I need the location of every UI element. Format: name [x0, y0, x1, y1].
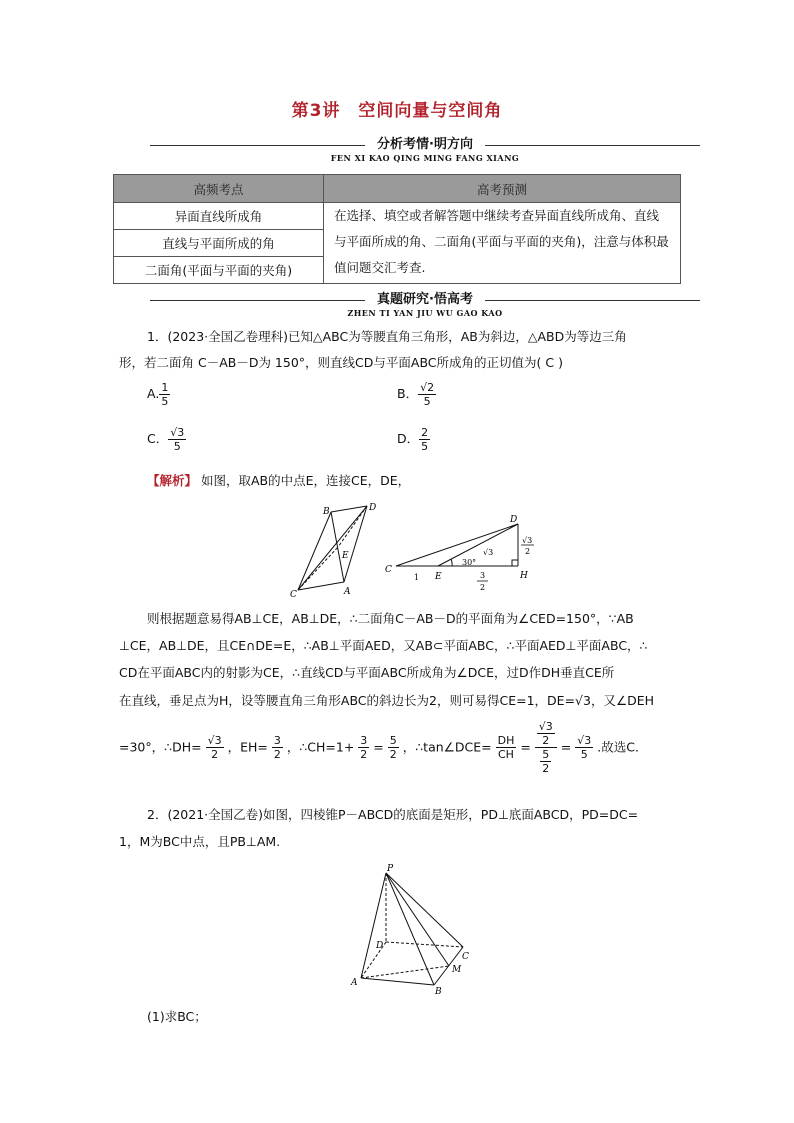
fraction: $\frac{√2}{5}$	[420, 381, 435, 408]
banner-label: 真题研究·悟高考	[365, 288, 485, 307]
text-run: =	[373, 739, 384, 755]
edge	[438, 524, 518, 566]
exam-frequency-table	[113, 174, 681, 284]
fraction: $\frac{DH}{CH}$	[497, 734, 515, 761]
point-label: C	[385, 565, 392, 575]
fraction: $\frac{3}{2}$	[273, 734, 281, 761]
right-angle-mark	[512, 560, 518, 566]
section-banner-analysis	[150, 133, 700, 163]
table-cell-point: 直线与平面所成的角	[114, 230, 324, 257]
point-label: C	[290, 590, 297, 598]
length-label: √3	[483, 548, 494, 557]
edge	[396, 524, 518, 566]
compound-fraction: $\frac{\frac{√3}{2}}{\frac{5}{2}}$	[535, 720, 557, 775]
analysis-line: 则根据题意易得AB⊥CE，AB⊥DE，∴二面角C－AB－D的平面角为∠CED=150°，∵AB	[147, 611, 634, 626]
point-label: D	[369, 503, 377, 513]
option-d	[397, 426, 430, 453]
table-header-prediction: 高考预测	[324, 175, 681, 203]
edge	[386, 873, 463, 947]
length-label-den: 2	[525, 547, 531, 556]
analysis-text: 如图，取AB的中点E，连接CE，DE，	[201, 473, 411, 488]
point-label: H	[520, 571, 528, 581]
figure-tetrahedron	[290, 498, 390, 598]
page-title: 第3讲 空间向量与空间角	[291, 101, 503, 121]
question-1-text	[147, 324, 687, 350]
length-label-num: 3	[480, 571, 486, 580]
question-line: 形，若二面角 C－AB－D为 150°，则直线CD与平面ABC所成角的正切值为( C )	[119, 355, 563, 370]
figure-right-triangle	[380, 510, 550, 600]
analysis-intro	[147, 468, 410, 494]
question-2-text-cont: 1，M为BC中点，且PB⊥AM.	[119, 834, 281, 849]
analysis-line: CD在平面ABC内的射影为CE，∴直线CD与平面ABC所成角为∠DCE，过D作DH垂直CE所	[119, 665, 615, 680]
analysis-line: ⊥CE，AB⊥DE，且CE∩DE=E，∴AB⊥平面AED，又AB⊂平面ABC，∴平面AED⊥平面ABC，∴	[119, 638, 648, 653]
edge	[298, 582, 344, 590]
table-header-points: 高频考点	[114, 175, 324, 203]
point-label: E	[342, 551, 349, 561]
banner-pinyin: ZHEN TI YAN JIU WU GAO KAO	[347, 308, 503, 318]
edge	[344, 506, 367, 582]
length-label: 1	[414, 573, 420, 582]
edge	[361, 978, 434, 985]
fraction: $\frac{√3}{5}$	[170, 426, 185, 453]
fraction: $\frac{5}{2}$	[389, 734, 397, 761]
point-label: M	[452, 965, 462, 975]
length-label-den: 2	[480, 583, 486, 592]
figure-pyramid	[345, 860, 475, 1000]
table-cell-prediction: 在选择、填空或者解答题中继续考查异面直线所成角、直线与平面所成的角、二面角(平面与平面的夹角)，注意与体积最值问题交汇考查.	[324, 203, 681, 284]
angle-label: 30°	[462, 558, 477, 567]
edge	[386, 873, 434, 985]
dashed-edge	[298, 547, 338, 590]
text-run: =	[520, 739, 531, 755]
point-label: B	[435, 987, 442, 997]
text-run: =30°，∴DH=	[119, 739, 202, 755]
point-label: C	[462, 952, 469, 962]
point-label: D	[510, 515, 518, 525]
option-label: B．	[397, 386, 419, 401]
analysis-line: 在直线，垂足点为H，设等腰直角三角形ABC的斜边长为2，则可易得CE=1，DE=√3，又∠DEH	[119, 693, 655, 708]
banner-pinyin: FEN XI KAO QING MING FANG XIANG	[330, 153, 520, 163]
point-label: E	[435, 572, 442, 582]
text-run: ，∴CH=1+	[286, 739, 355, 755]
dashed-edge	[361, 966, 449, 978]
option-label: C．	[147, 431, 169, 446]
point-label: A	[351, 978, 358, 988]
point-label: D	[376, 941, 384, 951]
edge	[331, 506, 367, 512]
text-run: .故选C.	[597, 739, 639, 755]
question-2-text: 2．(2021·全国乙卷)如图，四棱锥P－ABCD的底面是矩形，PD⊥底面ABCD，PD=DC=	[147, 807, 639, 822]
point-label: A	[344, 587, 351, 597]
point-label: P	[387, 864, 394, 874]
analysis-computation	[119, 720, 689, 775]
text-run: ，EH=	[227, 739, 268, 755]
analysis-tag: 【解析】	[147, 473, 198, 488]
table-cell-point: 异面直线所成角	[114, 203, 324, 230]
option-a	[147, 381, 170, 408]
subquestion-1: (1)求BC；	[147, 1009, 207, 1024]
banner-label: 分析考情·明方向	[365, 133, 485, 152]
question-1-text-cont	[119, 350, 689, 376]
edge	[386, 873, 449, 966]
text-run: =	[560, 739, 572, 755]
option-label: D．	[397, 431, 420, 446]
fraction: $\frac{2}{5}$	[421, 426, 429, 453]
fraction: $\frac{√3}{2}$	[207, 734, 222, 761]
option-label: A.	[147, 386, 160, 401]
option-b	[397, 381, 436, 408]
question-line: 1．(2023·全国乙卷理科)已知△ABC为等腰直角三角形，AB为斜边，△ABD为等边三角	[147, 329, 627, 344]
edge	[298, 512, 331, 590]
table-cell-point: 二面角(平面与平面的夹角)	[114, 257, 324, 284]
text-run: ，∴tan∠DCE=	[402, 739, 492, 755]
section-banner-exam-research	[150, 288, 700, 318]
option-c	[147, 426, 186, 453]
fraction: $\frac{3}{2}$	[360, 734, 368, 761]
length-label-num: √3	[522, 536, 533, 545]
dashed-edge	[338, 506, 367, 547]
fraction: $\frac{1}{5}$	[161, 381, 169, 408]
angle-arc	[451, 559, 452, 566]
point-label: B	[323, 507, 330, 517]
fraction: $\frac{√3}{5}$	[577, 734, 592, 761]
edge	[361, 873, 386, 978]
dashed-edge	[386, 942, 463, 947]
